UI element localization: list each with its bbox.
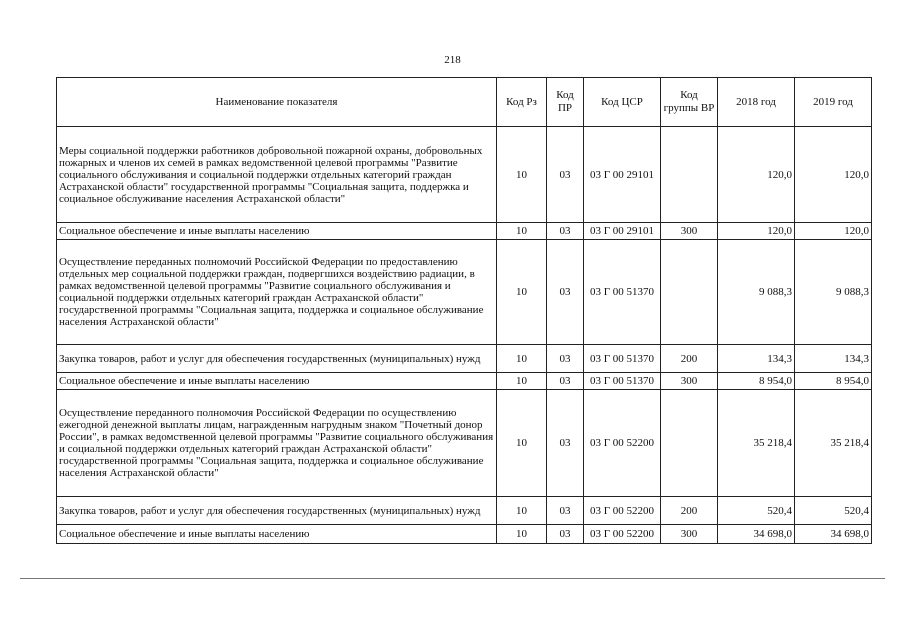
row-pr: 03 bbox=[547, 240, 584, 345]
row-name: Закупка товаров, работ и услуг для обеспечения государственных (муниципальных) нужд bbox=[57, 345, 497, 373]
table-row bbox=[57, 223, 872, 240]
bottom-divider bbox=[20, 578, 885, 579]
header-name: Наименование показателя bbox=[57, 78, 497, 127]
row-vr: 200 bbox=[661, 345, 718, 373]
table-row bbox=[57, 497, 872, 525]
row-name: Осуществление переданных полномочий Российской Федерации по предоставлению отдельных мер социальной поддержки граждан, подвергшихся воздействию радиации, в рамках ведомственной целевой программы "Развитие социального обслуживания и социальной поддержки отдельных категорий граждан Астраханской области" государственной программы "Социальная защита, поддержка и социальное обслуживание населения Астраханской области" bbox=[57, 240, 497, 345]
row-2018: 9 088,3 bbox=[718, 240, 795, 345]
row-pr: 03 bbox=[547, 223, 584, 240]
row-2018: 520,4 bbox=[718, 497, 795, 525]
row-2018: 120,0 bbox=[718, 127, 795, 223]
row-pr: 03 bbox=[547, 390, 584, 497]
row-2019: 34 698,0 bbox=[795, 525, 872, 544]
row-rz: 10 bbox=[497, 223, 547, 240]
row-2018: 34 698,0 bbox=[718, 525, 795, 544]
row-csr: 03 Г 00 51370 bbox=[584, 373, 661, 390]
row-rz: 10 bbox=[497, 390, 547, 497]
row-pr: 03 bbox=[547, 497, 584, 525]
row-csr: 03 Г 00 52200 bbox=[584, 525, 661, 544]
row-rz: 10 bbox=[497, 127, 547, 223]
row-vr: 200 bbox=[661, 497, 718, 525]
header-pr: Код ПР bbox=[547, 78, 584, 127]
header-csr: Код ЦСР bbox=[584, 78, 661, 127]
row-vr bbox=[661, 127, 718, 223]
row-csr: 03 Г 00 52200 bbox=[584, 497, 661, 525]
row-2018: 35 218,4 bbox=[718, 390, 795, 497]
row-name: Меры социальной поддержки работников добровольной пожарной охраны, добровольных пожарных и членов их семей в рамках ведомственной целевой программы "Развитие социального обслуживания и социальной поддержки отдельных категорий граждан Астраханской области" государственной программы "Социальная защита, поддержка и социальное обслуживание населения Астраханской области" bbox=[57, 127, 497, 223]
row-2019: 8 954,0 bbox=[795, 373, 872, 390]
row-2018: 120,0 bbox=[718, 223, 795, 240]
table-row bbox=[57, 345, 872, 373]
header-rz: Код Рз bbox=[497, 78, 547, 127]
row-rz: 10 bbox=[497, 497, 547, 525]
row-name: Осуществление переданного полномочия Российской Федерации по осуществлению ежегодной денежной выплаты лицам, награжденным нагрудным знаком "Почетный донор России", в рамках ведомственной целевой программы "Развитие социального обслуживания и социальной поддержки отдельных категорий граждан Астраханской области" государственной программы "Социальная защита, поддержка и социальное обслуживание населения Астраханской области" bbox=[57, 390, 497, 497]
row-2019: 520,4 bbox=[795, 497, 872, 525]
row-csr: 03 Г 00 51370 bbox=[584, 345, 661, 373]
header-2019: 2019 год bbox=[795, 78, 872, 127]
header-row bbox=[57, 78, 872, 127]
row-pr: 03 bbox=[547, 345, 584, 373]
row-rz: 10 bbox=[497, 345, 547, 373]
table-row bbox=[57, 240, 872, 345]
header-vr: Код группы ВР bbox=[661, 78, 718, 127]
row-2018: 134,3 bbox=[718, 345, 795, 373]
row-rz: 10 bbox=[497, 373, 547, 390]
row-pr: 03 bbox=[547, 525, 584, 544]
row-vr: 300 bbox=[661, 223, 718, 240]
row-name: Социальное обеспечение и иные выплаты населению bbox=[57, 525, 497, 544]
row-vr: 300 bbox=[661, 525, 718, 544]
row-vr: 300 bbox=[661, 373, 718, 390]
table-row bbox=[57, 373, 872, 390]
row-pr: 03 bbox=[547, 373, 584, 390]
row-csr: 03 Г 00 29101 bbox=[584, 127, 661, 223]
row-vr bbox=[661, 240, 718, 345]
row-csr: 03 Г 00 52200 bbox=[584, 390, 661, 497]
row-csr: 03 Г 00 51370 bbox=[584, 240, 661, 345]
row-2019: 9 088,3 bbox=[795, 240, 872, 345]
table-row bbox=[57, 525, 872, 544]
header-2018: 2018 год bbox=[718, 78, 795, 127]
row-rz: 10 bbox=[497, 240, 547, 345]
row-rz: 10 bbox=[497, 525, 547, 544]
table-row bbox=[57, 390, 872, 497]
row-name: Социальное обеспечение и иные выплаты населению bbox=[57, 373, 497, 390]
row-vr bbox=[661, 390, 718, 497]
row-csr: 03 Г 00 29101 bbox=[584, 223, 661, 240]
row-name: Социальное обеспечение и иные выплаты населению bbox=[57, 223, 497, 240]
row-2019: 120,0 bbox=[795, 223, 872, 240]
table-row bbox=[57, 127, 872, 223]
row-2019: 35 218,4 bbox=[795, 390, 872, 497]
row-pr: 03 bbox=[547, 127, 584, 223]
row-2019: 134,3 bbox=[795, 345, 872, 373]
budget-table bbox=[56, 77, 872, 544]
row-2019: 120,0 bbox=[795, 127, 872, 223]
row-2018: 8 954,0 bbox=[718, 373, 795, 390]
page-number: 218 bbox=[444, 54, 461, 66]
row-name: Закупка товаров, работ и услуг для обеспечения государственных (муниципальных) нужд bbox=[57, 497, 497, 525]
